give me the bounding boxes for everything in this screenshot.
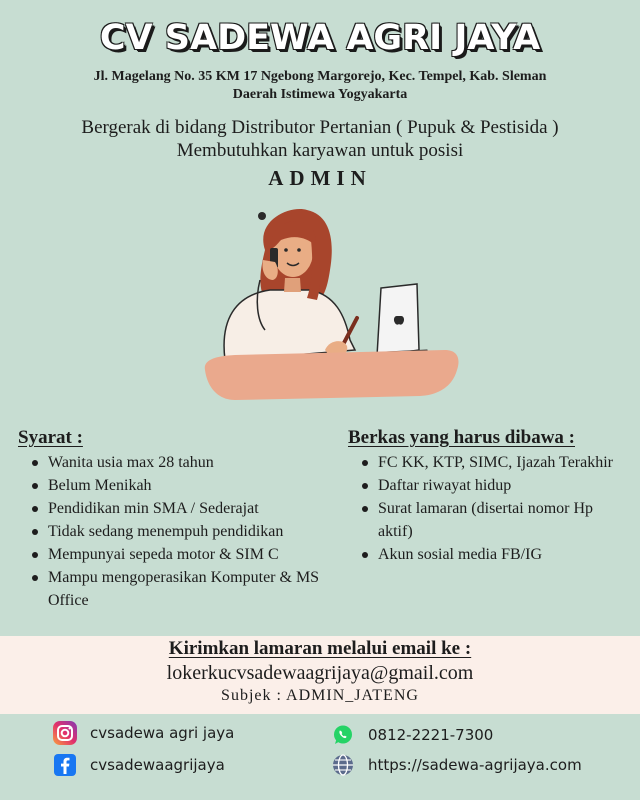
- requirement-item: Pendidikan min SMA / Sederajat: [26, 497, 346, 520]
- job-position: ADMIN: [268, 166, 372, 190]
- eye-right: [297, 248, 301, 252]
- job-intro: [0, 116, 640, 162]
- intro-line-2: Membutuhkan karyawan untuk posisi: [176, 140, 464, 161]
- document-item: Akun sosial media FB/IG: [356, 543, 626, 566]
- company-address: [0, 68, 640, 104]
- company-title: CV SADEWA AGRI JAYA: [99, 18, 541, 58]
- apply-heading: Kirimkan lamaran melalui email ke :: [168, 638, 472, 659]
- whatsapp-contact[interactable]: [330, 722, 493, 748]
- requirement-item: Wanita usia max 28 tahun: [26, 451, 346, 474]
- apply-subject: Subjek : ADMIN_JATENG: [221, 687, 419, 704]
- document-item: Surat lamaran (disertai nomor Hp aktif): [356, 497, 626, 543]
- desk: [205, 350, 459, 400]
- document-item: FC KK, KTP, SIMC, Ijazah Terakhir: [356, 451, 626, 474]
- laptop-logo: [394, 316, 404, 325]
- address-line-2: Daerah Istimewa Yogyakarta: [232, 87, 408, 102]
- whatsapp-icon: [330, 722, 356, 748]
- hair-clip: [258, 212, 266, 220]
- intro-line-1: Bergerak di bidang Distributor Pertanian ( Pupuk & Pestisida ): [81, 117, 559, 138]
- requirement-item: Belum Menikah: [26, 474, 346, 497]
- facebook-icon: [52, 752, 78, 778]
- requirements-list: [26, 451, 346, 612]
- requirement-item: Tidak sedang menempuh pendidikan: [26, 520, 346, 543]
- documents-list: [356, 451, 626, 566]
- instagram-icon: [52, 720, 78, 746]
- eye-left: [284, 248, 288, 252]
- neck: [284, 278, 301, 292]
- globe-icon: [330, 752, 356, 778]
- instagram-handle: cvsadewa agri jaya: [90, 724, 235, 742]
- woman-at-desk-illustration: [195, 200, 465, 410]
- facebook-contact[interactable]: [52, 752, 225, 778]
- requirements-heading: Syarat :: [18, 427, 83, 448]
- documents-heading: Berkas yang harus dibawa :: [348, 427, 575, 448]
- whatsapp-number: 0812-2221-7300: [368, 726, 494, 744]
- requirement-item: Mempunyai sepeda motor & SIM C: [26, 543, 346, 566]
- facebook-handle: cvsadewaagrijaya: [90, 756, 225, 774]
- apply-email[interactable]: lokerkucvsadewaagrijaya@gmail.com: [166, 662, 474, 684]
- document-item: Daftar riwayat hidup: [356, 474, 626, 497]
- requirement-item: Mampu mengoperasikan Komputer & MS Office: [26, 566, 346, 612]
- apply-section: [0, 636, 640, 714]
- website-contact[interactable]: [330, 752, 582, 778]
- address-line-1: Jl. Magelang No. 35 KM 17 Ngebong Margorejo, Kec. Tempel, Kab. Sleman: [93, 69, 547, 84]
- instagram-contact[interactable]: [52, 720, 234, 746]
- website-url: https://sadewa-agrijaya.com: [368, 756, 582, 774]
